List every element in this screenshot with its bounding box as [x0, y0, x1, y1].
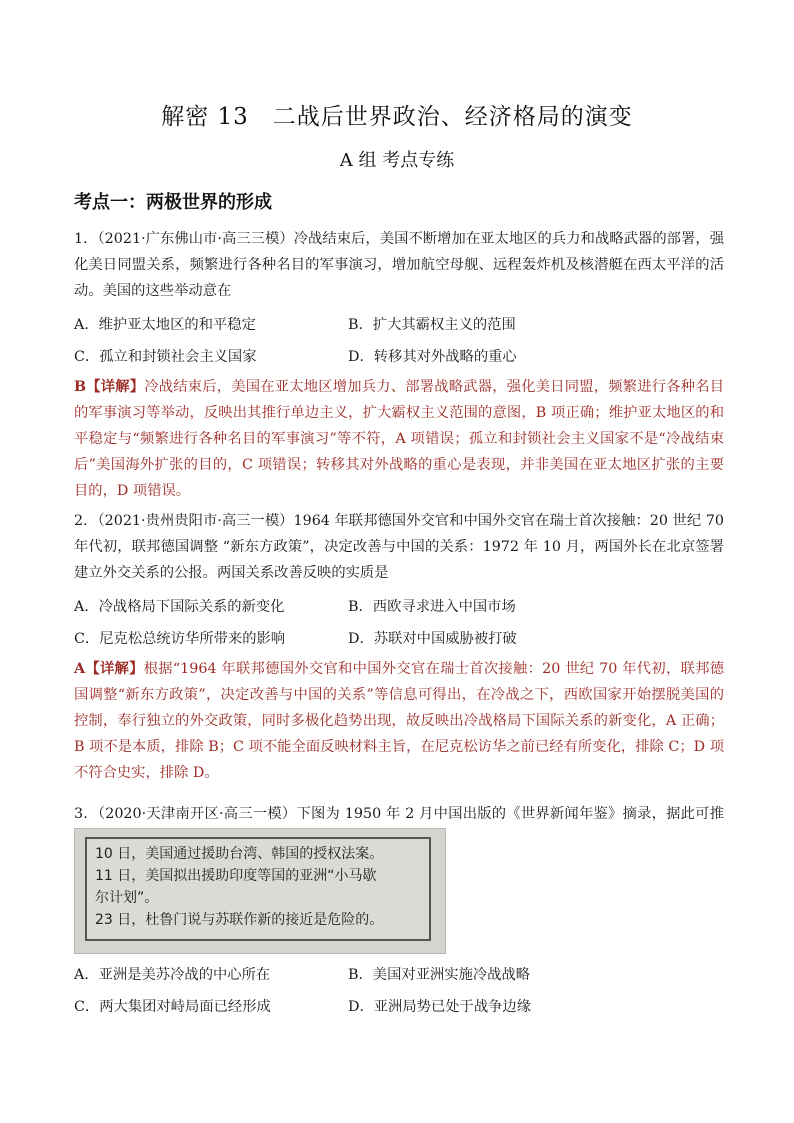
question-1-answer-key: B【详解】	[74, 379, 145, 395]
question-3-options	[74, 956, 724, 1020]
question-1-answer-text: 冷战结束后，美国在亚太地区增加兵力、部署战略武器，强化美日同盟，频繁进行各种名目的军事演习等举动，反映出其推行单边主义，扩大霸权主义范围的意图，B 项正确；维护亚太地区的和平稳定与“频繁进行各种名目的军事演习”等不符，A 项错误；孤立和封锁社会主义国家不是“冷战结束后”美国海外扩张的目的，C 项错误；转移其对外战略的重心是表现，并非美国在亚太地区扩张的主要目的，D 项错误。	[74, 379, 724, 499]
question-1-option-a: A．维护亚太地区的和平稳定	[74, 317, 256, 333]
page-title: 解密 13 二战后世界政治、经济格局的演变	[161, 104, 633, 130]
question-2-option-b: B．西欧寻求进入中国市场	[348, 599, 516, 615]
question-3-option-b: B．美国对亚洲实施冷战战略	[348, 967, 531, 983]
section-title: 考点一：两极世界的形成	[74, 192, 272, 213]
excerpt-line: 23 日，杜鲁门说与苏联作新的接近是危险的。	[95, 912, 384, 928]
question-2-answer-key: A【详解】	[74, 661, 144, 677]
yearbook-excerpt-image	[74, 828, 446, 954]
question-1-options	[74, 306, 724, 370]
excerpt-line: 尔计划”。	[95, 890, 159, 906]
question-2-stem: 2．（2021·贵州贵阳市·高三一模）1964 年联邦德国外交官和中国外交官在瑞士首次接触：20 世纪 70 年代初，联邦德国调整 “新东方政策”，决定改善与中国的关系：1972 年 10 月，两国外长在北京签署建立外交关系的公报。两国关系改善反映的实质是	[74, 513, 724, 581]
page-subtitle: A 组 考点专练	[339, 150, 455, 171]
question-2-answer	[74, 656, 724, 786]
question-1-option-c: C．孤立和封锁社会主义国家	[74, 349, 257, 365]
excerpt-line: 10 日，美国通过援助台湾、韩国的授权法案。	[95, 846, 384, 862]
question-1	[74, 226, 724, 504]
question-2-option-d: D．苏联对中国威胁被打破	[348, 631, 517, 647]
question-1-option-b: B．扩大其霸权主义的范围	[348, 317, 516, 333]
question-2-options	[74, 588, 724, 652]
question-1-stem: 1．（2021·广东佛山市·高三三模）冷战结束后，美国不断增加在亚太地区的兵力和战略武器的部署，强化美日同盟关系，频繁进行各种名目的军事演习，增加航空母舰、远程轰炸机及核潜艇在西太平洋的活动。美国的这些举动意在	[74, 231, 724, 299]
question-2-option-a: A．冷战格局下国际关系的新变化	[74, 599, 285, 615]
question-2-option-c: C．尼克松总统访华所带来的影响	[74, 631, 286, 647]
question-3-stem: 3．（2020·天津南开区·高三一模）下图为 1950 年 2 月中国出版的《世界新闻年鉴》摘录，据此可推	[74, 806, 724, 822]
question-2	[74, 508, 724, 786]
question-3-option-c: C．两大集团对峙局面已经形成	[74, 999, 271, 1015]
excerpt-line: 11 日，美国拟出援助印度等国的亚洲“小马歇	[95, 868, 377, 884]
question-3-option-a: A．亚洲是美苏冷战的中心所在	[74, 967, 271, 983]
question-1-option-d: D．转移其对外战略的重心	[348, 349, 517, 365]
question-2-answer-text: 根据“1964 年联邦德国外交官和中国外交官在瑞士首次接触：20 世纪 70 年代初，联邦德国调整“新东方政策”，决定改善与中国的关系”等信息可得出，在冷战之下，西欧国家开始摆脱美国的控制，奉行独立的外交政策，同时多极化趋势出现，故反映出冷战格局下国际关系的新变化，A 正确；B 项不是本质，排除 B；C 项不能全面反映材料主旨，在尼克松访华之前已经有所变化，排除 C；D 项不符合史实，排除 D。	[74, 661, 724, 781]
yearbook-excerpt-text	[85, 837, 431, 941]
question-1-answer	[74, 374, 724, 504]
question-3-option-d: D．亚洲局势已处于战争边缘	[348, 999, 532, 1015]
